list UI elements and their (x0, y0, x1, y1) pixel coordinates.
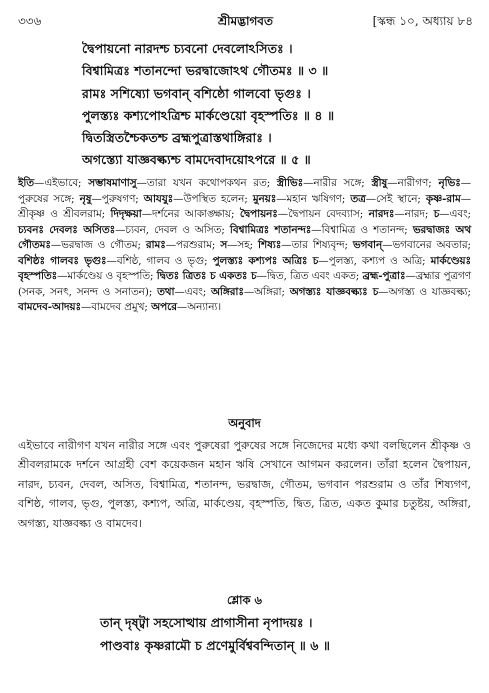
gloss-meaning: —উপস্থিত হলেন; (173, 192, 253, 205)
gloss-term: স (220, 239, 228, 252)
gloss-term: বশিষ্ঠঃ গালবঃ ভৃগুঃ (18, 254, 107, 267)
translation-paragraph: এইভাবে নারীগণ যখন নারীর সঙ্গে এবং পুরুষেরা পুরুষের সঙ্গে নিজেদের মধ্যে কথা বলছিলেন শ্রীকৃষ্ণ ও শ্রীবলরামকে দর্শনে আগ্রহী বেশ কয়েকজন মহান ঋষি সেখানে আগমন করলেন। তাঁরা হলেন দ্বৈপায়ন, নারদ, চ্যবন, দেবল, অসিত, বিশ্বামিত্র, শতানন্দ, ভরদ্বাজ, গৌতম, ভগবান পরশুরাম ও তাঁর শিষ্যগণ, বশিষ্ঠ, গালব, ভৃগু, পুলস্ত্য, কশ্যপ, অত্রি, মার্কণ্ডেয়, বৃহস্পতি, দ্বিত, ত্রিত, একত কুমার চতুষ্টয়, অঙ্গিরা, অগস্ত্য, যাজ্ঞবল্ক্য ও বামদেব। (18, 439, 471, 530)
sanskrit-verse-3-5 (82, 38, 462, 172)
verse-line: রামঃ সশিষ্যো ভগবান্ বশিষ্ঠো গালবো ভৃগুঃ । (82, 85, 311, 101)
gloss-term: সম্ভাষমাণাসু (88, 177, 137, 189)
gloss-meaning: —এবং; (439, 208, 472, 221)
gloss-meaning: —নারীগণ; (387, 177, 439, 189)
gloss-meaning: —পুলস্ত্য, কশ্যপ ও অত্রি; (318, 254, 431, 267)
gloss-term: ইতি (18, 177, 35, 189)
gloss-term: নৃষু (79, 192, 92, 205)
word-for-word-gloss (18, 176, 471, 316)
gloss-term: কৃষ্ণ-রাম (425, 192, 461, 205)
gloss-term: রামঃ (145, 239, 166, 252)
verse-line: পুলস্ত্যঃ কশ্যপোঽত্রিশ্চ মার্কণ্ডেয়ো বৃহস্পতিঃ ॥ ৪ ॥ (82, 107, 335, 123)
verse-line: বিশ্বামিত্রঃ শতানন্দো ভরদ্বাজোঽথ গৌতমঃ ॥ ৩ ॥ (82, 63, 329, 79)
gloss-meaning: —শ্রীকৃষ্ণ ও শ্রীবলরাম; (18, 192, 472, 221)
gloss-meaning: —তারা যখন কথোপকথন রত; (136, 177, 277, 189)
verse-line: দ্বৈপায়নো নারদশ্চ চ্যবনো দেবলোঽসিতঃ । (82, 41, 293, 56)
gloss-term: অগস্ত্যঃ যাজ্ঞবল্ক্যঃ চ (289, 285, 379, 298)
gloss-term: বিশ্বামিত্রঃ শতানন্দঃ (229, 223, 312, 236)
gloss-meaning: —অঙ্গিরা; (243, 285, 290, 298)
canto-chapter-label: [স্কন্ধ ১০, অধ্যায় ৮৪ (372, 14, 473, 28)
gloss-meaning: —সেই স্থানে; (365, 192, 426, 205)
gloss-term: নৃভিঃ (438, 177, 461, 189)
gloss-meaning: —দ্বিত, ত্রিত এবং একত; (256, 270, 363, 283)
gloss-meaning: —ব্রহ্মার পুত্রগণ (সনক, সনৎ, সনন্দ ও সনাতন); (18, 270, 471, 298)
gloss-term: তত্র (350, 192, 366, 205)
gloss-term: চ্যবনঃ দেবলঃ অসিতঃ (18, 223, 116, 236)
gloss-meaning: —দ্বৈপায়ন বেদব্যাস; (277, 208, 369, 221)
verse-line: দ্বিতস্ত্রিতশ্চৈকতশ্চ ব্রহ্মপুত্রাস্তথাঙ্গিরাঃ । (82, 130, 272, 146)
verse-line: অগস্ত্যো যাজ্ঞবল্ক্যশ্চ বামদেবাদয়োঽপরে ॥ ৫ ॥ (82, 152, 311, 168)
gloss-term: দ্বিতঃ ত্রিতঃ চ একতঃ চ (156, 270, 257, 283)
gloss-meaning: —চ্যবন, দেবল ও অসিত; (115, 223, 230, 236)
gloss-meaning: —তার শিষ্যবৃন্দ; (281, 239, 353, 252)
gloss-term: স্ত্রীষু (371, 177, 388, 189)
gloss-meaning: —নারদ; (394, 208, 434, 221)
gloss-term: নারদঃ (368, 208, 395, 221)
gloss-term: তথা (157, 285, 175, 298)
gloss-term: ভরদ্বাজঃ অথ গৌতমঃ (18, 223, 472, 252)
gloss-term: স্ত্রীভিঃ (276, 177, 304, 189)
gloss-term: বামদেব-আদয়ঃ (18, 301, 81, 314)
gloss-term: পুলস্ত্যঃ কশ্যপঃ অত্রিঃ চ (212, 254, 319, 267)
shloka-heading: শ্লোক ৬ (226, 593, 263, 607)
gloss-meaning: —অগস্ত্য ও যাজ্ঞবল্ক্য; (378, 285, 471, 298)
gloss-meaning: —মার্কণ্ডেয় ও বৃহস্পতি; (57, 270, 157, 283)
gloss-meaning: —মহান ঋষিগণ; (276, 192, 351, 205)
gloss-meaning: —বশিষ্ঠ, গালব ও ভৃগু; (106, 254, 213, 267)
gloss-meaning: —বিশ্বামিত্র ও শতানন্দ; (311, 223, 413, 236)
gloss-meaning: —পুরুষগণ; (91, 192, 144, 205)
sanskrit-verse-6 (100, 612, 470, 657)
gloss-term: শিষ্যঃ (258, 239, 282, 252)
gloss-term: চ (433, 208, 440, 221)
gloss-meaning: —দর্শনের আকাঙ্ক্ষায়; (141, 208, 240, 221)
gloss-term: দিদৃক্ষয়া (110, 208, 142, 221)
gloss-meaning: —সহ; (227, 239, 259, 252)
gloss-term: ভগবান্ (352, 239, 383, 252)
verse-line: পাণ্ডবাঃ কৃষ্ণরামৌ চ প্রণেমুর্বিশ্ববন্দিতান্ ॥ ৬ ॥ (100, 637, 330, 653)
gloss-term: অঙ্গিরাঃ (211, 285, 244, 298)
gloss-meaning: —পুরুষের সঙ্গে; (18, 177, 471, 205)
gloss-meaning: —বামদেব প্রমুখ; (80, 301, 152, 314)
gloss-meaning: —অন্যান্য। (176, 301, 222, 314)
gloss-meaning: —এইভাবে; (34, 177, 89, 189)
gloss-meaning: —পরশুরাম; (165, 239, 221, 252)
translation-heading: অনুবাদ (228, 416, 261, 430)
gloss-term: অপরে (151, 301, 177, 314)
book-title: শ্রীমদ্ভাগবত (217, 14, 273, 28)
gloss-meaning: —ভরদ্বাজ ও গৌতম; (50, 239, 146, 252)
gloss-meaning: —নারীর সঙ্গে; (303, 177, 372, 189)
page-header (18, 10, 473, 32)
gloss-meaning: —ভগবানের অবতার; (382, 239, 471, 252)
page-number: ৩৩৬ (18, 14, 42, 28)
verse-line: তান্ দৃষ্ট্বা সহসোত্থায় প্রাগাসীনা নৃপাদয়ঃ । (100, 615, 313, 630)
gloss-term: ব্রহ্ম-পুত্রাঃ (362, 270, 406, 283)
gloss-term: দ্বৈপায়নঃ (239, 208, 278, 221)
gloss-term: মুনয়ঃ (252, 192, 277, 205)
gloss-meaning: —এবং; (174, 285, 211, 298)
gloss-term: মার্কণ্ডেয়ঃ বৃহস্পতিঃ (18, 254, 471, 283)
gloss-term: আযযুঃ (143, 192, 174, 205)
